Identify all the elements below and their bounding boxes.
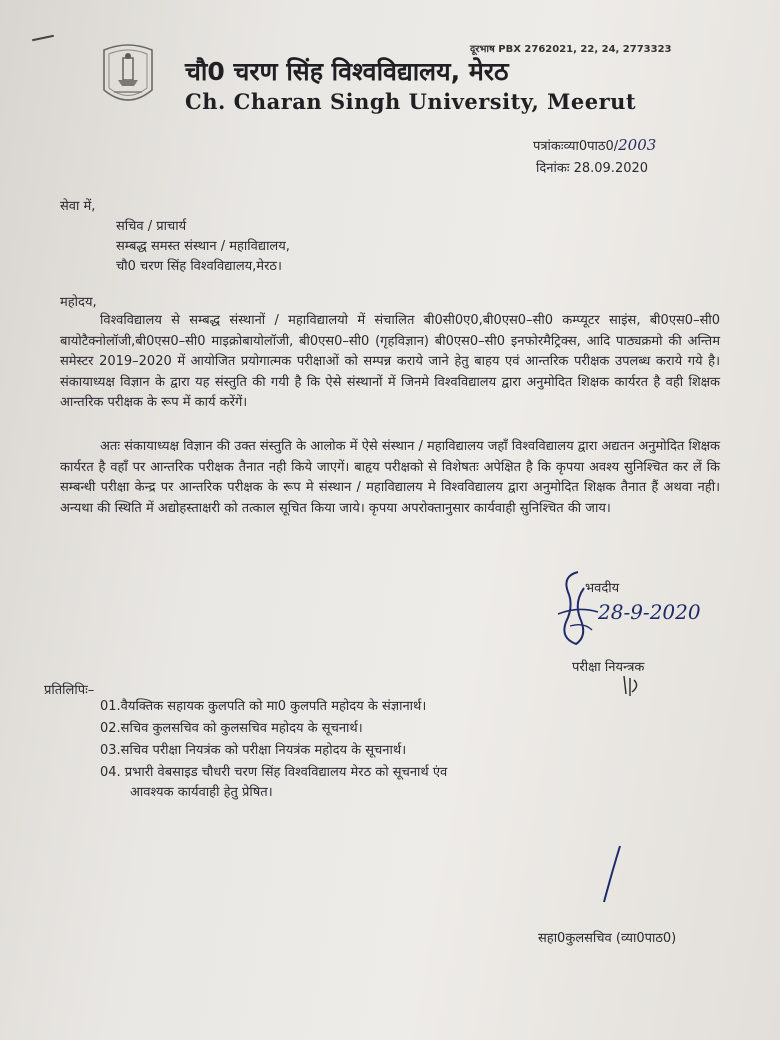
university-name-hindi: चौ0 चरण सिंह विश्वविद्यालय, मेरठ: [185, 57, 509, 86]
copies-heading: प्रतिलिपिः–: [44, 683, 95, 698]
reference-label: पत्रांकःव्या0पाठ0/: [533, 139, 619, 154]
reference-number: 2003: [618, 136, 657, 154]
phone-numbers: दूरभाष PBX 2762021, 22, 24, 2773323: [470, 44, 672, 55]
copy-item: 01.वैयक्तिक सहायक कुलपति को मा0 कुलपति महोदय के संज्ञानार्थ।: [100, 699, 427, 714]
salutation-to: सेवा में,: [60, 199, 96, 214]
copy-item: 04. प्रभारी वेबसाइड चौधरी चरण सिंह विश्वविद्यालय मेरठ को सूचनार्थ एंव: [100, 765, 448, 780]
copy-item-continued: आवश्यक कार्यवाही हेतु प्रेषित।: [130, 785, 273, 800]
closing: भवदीय: [585, 581, 620, 596]
signatory-designation: परीक्षा नियन्त्रक: [572, 660, 645, 675]
copy-item: 02.सचिव कुलसचिव को कुलसचिव महोदय के सूचनार्थ।: [100, 721, 363, 736]
addressee-line-3: चौ0 चरण सिंह विश्वविद्यालय,मेरठ।: [116, 259, 282, 274]
university-name-english: Ch. Charan Singh University, Meerut: [185, 89, 637, 114]
assistant-registrar-signature: [590, 842, 630, 912]
copy-item: 03.सचिव परीक्षा नियत्रंक को परीक्षा नियत्रंक महोदय के सूचनार्थ।: [100, 743, 407, 758]
university-logo: [96, 40, 160, 112]
body-paragraph-2: अतः संकायाध्यक्ष विज्ञान की उक्त संस्तुति के आलोक में ऐसे संस्थान / महाविद्यालय जहाँ विश्वविद्यालय द्वारा अद्यतन अनुमोदित शिक्षक कार्यरत है वहाँ पर आन्तरिक परीक्षक तैनात नही किये जाएगें। बाहृय परीक्षको से विशेषतः अपेक्षित है कि कृपया अवश्य सुनिश्चित कर लें कि सम्बन्धी परीक्षा केन्द्र पर आन्तरिक परीक्षक के रूप मे संस्थान / महाविद्यालय मे विश्वविद्यालय द्वारा अनुमोदित शिक्षक तैनात हैं अथवा नही। अन्यथा की स्थिति में अद्योहस्ताक्षरी को तत्काल सूचित किया जाये। कृपया अपरोक्तानुसार कार्यवाही सुनिश्चित की जाय।: [60, 439, 720, 516]
pen-mark: [32, 35, 54, 42]
footer-designation: सहा0कुलसचिव (व्या0पाठ0): [538, 931, 677, 946]
body-paragraph-1: विश्वविद्यालय से सम्बद्ध संस्थानों / महाविद्यालयो में संचालित बी0सी0ए0,बी0एस0–सी0 कम्प्यूटर साइंस, बी0एस0–सी0 बायोटैक्नोलॉजी,बी0एस0–सी0 माइक्रोबायोलॉजी, बी0एस0–सी0 (गृहविज्ञान) बी0एस0–सी0 इनफोरमैट्रिक्स, आदि पाठ्यक्रमो की अन्तिम समेस्टर 2019–2020 में आयोजित प्रयोगात्मक परीक्षाओं को सम्पन्न कराये जाने हेतु बाहय एवं आन्तरिक परीक्षक उपलब्ध कराये गये है। संकायाध्यक्ष विज्ञान के द्वारा यह संस्तुति की गयी है कि ऐसे संस्थानों में जिनमे विश्वविद्यालय द्वारा अनुमोदित शिक्षक कार्यरत है वही शिक्षक आन्तरिक परीक्षक के रूप में कार्य करेंगें।: [60, 313, 720, 410]
reference-line: [533, 136, 656, 154]
initials-mark: [620, 672, 644, 698]
signature-date: 28-9-2020: [598, 600, 701, 624]
greeting: महोदय,: [60, 295, 97, 310]
letter-date: दिनांकः 28.09.2020: [536, 161, 649, 176]
addressee-line-2: सम्बद्ध समस्त संस्थान / महाविद्यालय,: [116, 239, 290, 254]
addressee-line-1: सचिव / प्राचार्य: [116, 219, 187, 234]
